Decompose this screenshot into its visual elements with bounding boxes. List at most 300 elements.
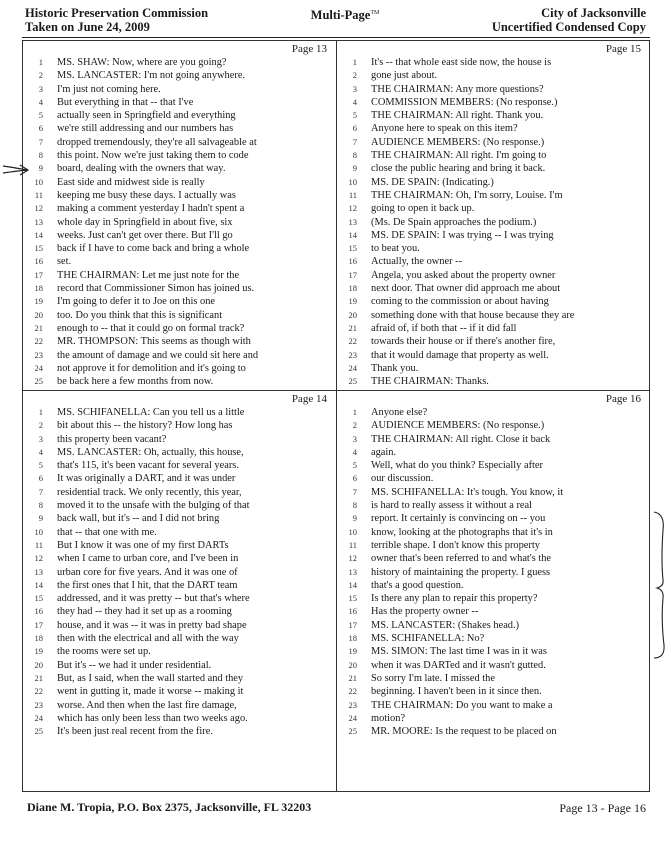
line-text: Well, what do you think? Especially after bbox=[371, 460, 543, 472]
line-number: 6 bbox=[38, 123, 43, 134]
header-right bbox=[492, 6, 646, 34]
line-number: 8 bbox=[352, 500, 357, 511]
line-number: 16 bbox=[348, 606, 357, 617]
line-text: It's been just real recent from the fire. bbox=[57, 726, 213, 738]
line-text: THE CHAIRMAN: Oh, I'm sorry, Louise. I'm bbox=[371, 189, 563, 201]
line-number: 25 bbox=[34, 726, 43, 737]
transcript-line bbox=[337, 202, 649, 215]
line-text: AUDIENCE MEMBERS: (No response.) bbox=[371, 136, 545, 148]
transcript-line bbox=[337, 176, 649, 189]
line-text: moved it to the unsafe with the bulging of that bbox=[57, 500, 250, 512]
transcript-line bbox=[337, 712, 649, 725]
transcript-line bbox=[23, 659, 335, 672]
transcript-line bbox=[23, 69, 335, 82]
transcript-line bbox=[23, 433, 335, 446]
line-text: know, looking at the photographs that it's in bbox=[371, 526, 553, 538]
transcript-line bbox=[23, 255, 335, 268]
line-text: COMMISSION MEMBERS: (No response.) bbox=[371, 96, 558, 108]
line-number: 24 bbox=[34, 712, 43, 723]
line-number: 23 bbox=[34, 699, 43, 710]
transcript-line bbox=[23, 229, 335, 242]
line-number: 21 bbox=[34, 672, 43, 683]
line-text: Anyone here to speak on this item? bbox=[371, 123, 518, 135]
line-number: 10 bbox=[34, 176, 43, 187]
line-number: 18 bbox=[348, 283, 357, 294]
line-text: they had -- they had it set up as a rooming bbox=[57, 606, 232, 618]
line-number: 15 bbox=[348, 593, 357, 604]
transcript-line bbox=[23, 176, 335, 189]
line-number: 20 bbox=[34, 659, 43, 670]
line-text: addressed, and it was pretty -- but that's where bbox=[57, 593, 250, 605]
line-text: the amount of damage and we could sit here and bbox=[57, 349, 259, 361]
line-number: 5 bbox=[38, 110, 43, 121]
line-number: 17 bbox=[348, 269, 357, 280]
line-text: Has the property owner -- bbox=[371, 606, 479, 618]
line-text: bit about this -- the history? How long has bbox=[57, 420, 233, 432]
transcript-line bbox=[23, 619, 335, 632]
line-text: THE CHAIRMAN: Do you want to make a bbox=[371, 699, 553, 711]
reporter-info: Diane M. Tropia, P.O. Box 2375, Jacksonville, FL 32203 bbox=[27, 800, 312, 814]
transcript-line bbox=[23, 162, 335, 175]
header-rule bbox=[22, 37, 650, 38]
transcript-line bbox=[23, 269, 335, 282]
line-text: keeping me busy these days. I actually was bbox=[57, 189, 236, 201]
transcript-line bbox=[23, 295, 335, 308]
transcript-line bbox=[337, 375, 649, 388]
line-number: 11 bbox=[34, 189, 43, 200]
line-number: 1 bbox=[352, 407, 357, 417]
line-number: 24 bbox=[34, 362, 43, 373]
line-text: gone just about. bbox=[371, 70, 438, 82]
transcript-line bbox=[337, 322, 649, 335]
line-number: 18 bbox=[34, 283, 43, 294]
line-text: THE CHAIRMAN: All right. Close it back bbox=[371, 433, 551, 445]
line-text: not approve it for demolition and it's going to bbox=[57, 362, 246, 374]
line-number: 22 bbox=[34, 336, 43, 347]
transcript-line bbox=[23, 83, 335, 96]
line-number: 10 bbox=[348, 176, 357, 187]
transcript-line bbox=[337, 242, 649, 255]
line-text: I'm going to defer it to Joe on this one bbox=[57, 296, 215, 308]
transcript-line bbox=[337, 526, 649, 539]
line-text: afraid of, if both that -- if it did fall bbox=[371, 322, 517, 334]
transcript-line bbox=[337, 433, 649, 446]
transcript-line bbox=[337, 566, 649, 579]
transcript-line bbox=[337, 162, 649, 175]
transcript-line bbox=[23, 699, 335, 712]
transcript-line bbox=[337, 725, 649, 738]
line-text: record that Commissioner Simon has joined us. bbox=[57, 283, 255, 295]
line-number: 12 bbox=[34, 553, 43, 564]
line-number: 11 bbox=[348, 189, 357, 200]
transcript-line bbox=[23, 149, 335, 162]
transcript-line bbox=[23, 242, 335, 255]
line-number: 4 bbox=[38, 96, 43, 107]
line-text: back if I have to come back and bring a whole bbox=[57, 243, 250, 255]
transcript-line bbox=[337, 499, 649, 512]
line-text: MS. SIMON: The last time I was in it was bbox=[371, 646, 547, 658]
transcript-line bbox=[23, 349, 335, 362]
line-text: MR. MOORE: Is the request to be placed on bbox=[371, 726, 557, 738]
transcript-line bbox=[337, 255, 649, 268]
line-number: 21 bbox=[348, 672, 357, 683]
page-number: Page 13 bbox=[291, 43, 327, 55]
line-text: It's -- that whole east side now, the house is bbox=[371, 57, 552, 68]
line-text: again. bbox=[371, 446, 397, 458]
line-text: urban core for five years. And it was one of bbox=[57, 566, 238, 578]
line-text: Actually, the owner -- bbox=[371, 256, 463, 268]
line-text: something done with that house because they are bbox=[371, 309, 575, 321]
line-text: that -- that one with me. bbox=[57, 526, 157, 538]
page-number: Page 16 bbox=[605, 393, 641, 405]
transcript-line bbox=[23, 632, 335, 645]
line-number: 14 bbox=[348, 229, 357, 240]
transcript-line bbox=[23, 526, 335, 539]
line-number: 13 bbox=[348, 566, 357, 577]
line-number: 19 bbox=[348, 296, 357, 307]
line-text: But, as I said, when the wall started and they bbox=[57, 672, 244, 684]
transcript-line bbox=[23, 375, 335, 388]
line-number: 19 bbox=[34, 296, 43, 307]
page-panel bbox=[337, 391, 649, 740]
line-number: 11 bbox=[348, 539, 357, 550]
line-text: the rooms were set up. bbox=[57, 646, 151, 658]
line-text: MR. THOMPSON: This seems as though with bbox=[57, 336, 251, 348]
line-text: we're still addressing and our numbers has bbox=[57, 123, 234, 135]
line-text: MS. LANCASTER: Oh, actually, this house, bbox=[57, 446, 244, 458]
transcript-line bbox=[23, 309, 335, 322]
line-text: I'm just not coming here. bbox=[57, 83, 161, 95]
line-number: 9 bbox=[352, 513, 357, 524]
transcript-line bbox=[23, 672, 335, 685]
line-number: 16 bbox=[348, 256, 357, 267]
line-text: history of maintaining the property. I guess bbox=[371, 566, 551, 578]
transcript-line bbox=[337, 216, 649, 229]
line-number: 25 bbox=[348, 726, 357, 737]
transcript-line bbox=[337, 605, 649, 618]
line-number: 1 bbox=[38, 57, 43, 67]
line-text: the first ones that I hit, that the DART team bbox=[57, 579, 238, 591]
line-text: MS. LANCASTER: I'm not going anywhere. bbox=[57, 70, 246, 82]
line-number: 2 bbox=[38, 420, 43, 431]
transcript-line bbox=[337, 69, 649, 82]
line-number: 2 bbox=[38, 70, 43, 81]
line-text: house, and it was -- it was in pretty bad shape bbox=[57, 619, 247, 631]
line-text: But it's -- we had it under residential. bbox=[57, 659, 212, 671]
line-number: 9 bbox=[38, 513, 43, 524]
line-text: Angela, you asked about the property owner bbox=[371, 269, 556, 281]
transcript-line bbox=[23, 592, 335, 605]
line-number: 24 bbox=[348, 362, 357, 373]
transcript-line bbox=[23, 335, 335, 348]
transcript-line bbox=[337, 83, 649, 96]
transcript-line bbox=[23, 552, 335, 565]
transcript-line bbox=[23, 109, 335, 122]
line-number: 18 bbox=[34, 633, 43, 644]
transcript-line bbox=[337, 362, 649, 375]
transcript-line bbox=[337, 645, 649, 658]
line-number: 21 bbox=[34, 322, 43, 333]
line-text: Thank you. bbox=[371, 362, 419, 374]
line-text: It was originally a DART, and it was under bbox=[57, 473, 236, 485]
line-number: 23 bbox=[348, 699, 357, 710]
line-text: So sorry I'm late. I missed the bbox=[371, 672, 495, 684]
line-text: board, dealing with the owners that way. bbox=[57, 163, 226, 175]
page-panel bbox=[337, 41, 649, 390]
line-text: that's 115, it's been vacant for several years. bbox=[57, 460, 239, 472]
transcript-line bbox=[23, 486, 335, 499]
transcript-line bbox=[337, 699, 649, 712]
transcript-line bbox=[23, 56, 335, 69]
transcript-line bbox=[337, 349, 649, 362]
line-number: 1 bbox=[352, 57, 357, 67]
line-number: 14 bbox=[34, 579, 43, 590]
transcript-line bbox=[337, 335, 649, 348]
line-text: going to open it back up. bbox=[371, 203, 475, 215]
line-number: 12 bbox=[348, 203, 357, 214]
line-number: 9 bbox=[38, 163, 43, 174]
line-text: back wall, but it's -- and I did not bring bbox=[57, 513, 220, 525]
line-number: 2 bbox=[352, 70, 357, 81]
transcript-line bbox=[337, 122, 649, 135]
line-number: 19 bbox=[34, 646, 43, 657]
line-text: is hard to really assess it without a real bbox=[371, 500, 533, 512]
line-text: But everything in that -- that I've bbox=[57, 96, 194, 108]
org-name: Historic Preservation Commission bbox=[25, 6, 209, 20]
line-text: be back here a few months from now. bbox=[57, 376, 214, 388]
line-text: worse. And then when the last fire damage, bbox=[57, 699, 237, 711]
page-number: Page 14 bbox=[291, 393, 327, 405]
line-number: 7 bbox=[352, 486, 357, 497]
transcript-line bbox=[23, 322, 335, 335]
transcript-line bbox=[23, 459, 335, 472]
line-number: 10 bbox=[34, 526, 43, 537]
line-text: close the public hearing and bring it back. bbox=[371, 163, 546, 175]
line-text: to beat you. bbox=[371, 243, 420, 255]
line-text: actually seen in Springfield and everything bbox=[57, 110, 236, 122]
line-number: 12 bbox=[348, 553, 357, 564]
handwritten-brace-icon bbox=[651, 510, 669, 660]
line-number: 25 bbox=[34, 376, 43, 387]
transcript-line bbox=[23, 712, 335, 725]
transcript-line bbox=[337, 659, 649, 672]
line-number: 22 bbox=[34, 686, 43, 697]
transcript-line bbox=[337, 619, 649, 632]
page-range: Page 13 - Page 16 bbox=[559, 801, 646, 815]
transcript-line bbox=[23, 406, 335, 419]
format-text: Multi-Page bbox=[310, 8, 371, 23]
line-number: 3 bbox=[352, 83, 357, 94]
line-number: 22 bbox=[348, 686, 357, 697]
line-text: MS. LANCASTER: (Shakes head.) bbox=[371, 619, 520, 631]
line-number: 4 bbox=[38, 446, 43, 457]
line-text: whole day in Springfield in about five, six bbox=[57, 216, 233, 228]
line-text: coming to the commission or about having bbox=[371, 296, 549, 308]
line-text: towards their house or if there's another fire, bbox=[371, 336, 556, 348]
transcript-line bbox=[337, 229, 649, 242]
line-text: East side and midwest side is really bbox=[57, 176, 205, 188]
transcript-line bbox=[23, 446, 335, 459]
transcript-line bbox=[337, 282, 649, 295]
line-number: 6 bbox=[38, 473, 43, 484]
transcript-line bbox=[23, 202, 335, 215]
line-number: 16 bbox=[34, 606, 43, 617]
line-text: MS. SCHIFANELLA: No? bbox=[371, 633, 485, 645]
line-text: too. Do you think that this is significant bbox=[57, 309, 223, 321]
line-number: 6 bbox=[352, 473, 357, 484]
transcript-line bbox=[337, 149, 649, 162]
transcript-lines bbox=[337, 56, 649, 388]
transcript-line bbox=[337, 632, 649, 645]
transcript-line bbox=[337, 472, 649, 485]
line-number: 3 bbox=[352, 433, 357, 444]
line-number: 23 bbox=[348, 349, 357, 360]
line-text: motion? bbox=[371, 712, 406, 724]
line-number: 20 bbox=[34, 309, 43, 320]
transcript-line bbox=[23, 282, 335, 295]
line-text: set. bbox=[57, 256, 72, 268]
line-text: dropped tremendously, they're all salvageable at bbox=[57, 136, 257, 148]
transcript-line bbox=[337, 96, 649, 109]
line-number: 16 bbox=[34, 256, 43, 267]
line-text: THE CHAIRMAN: Any more questions? bbox=[371, 83, 544, 95]
transcript-line bbox=[337, 579, 649, 592]
transcript-line bbox=[23, 579, 335, 592]
city-name: City of Jacksonville bbox=[541, 6, 646, 20]
transcript-line bbox=[23, 419, 335, 432]
line-text: THE CHAIRMAN: All right. Thank you. bbox=[371, 110, 544, 122]
transcript-line bbox=[23, 189, 335, 202]
line-text: residential track. We only recently, this year, bbox=[57, 486, 242, 498]
transcript-line bbox=[23, 512, 335, 525]
line-number: 22 bbox=[348, 336, 357, 347]
transcript-line bbox=[337, 269, 649, 282]
line-number: 25 bbox=[348, 376, 357, 387]
line-number: 2 bbox=[352, 420, 357, 431]
transcript-line bbox=[23, 216, 335, 229]
line-number: 14 bbox=[348, 579, 357, 590]
line-number: 8 bbox=[352, 150, 357, 161]
copy-type: Uncertified Condensed Copy bbox=[491, 20, 646, 34]
line-number: 13 bbox=[34, 216, 43, 227]
line-number: 10 bbox=[348, 526, 357, 537]
line-text: which has only been less than two weeks ago. bbox=[57, 712, 248, 724]
line-number: 7 bbox=[352, 136, 357, 147]
transcript-line bbox=[337, 459, 649, 472]
line-number: 13 bbox=[34, 566, 43, 577]
session-date: Taken on June 24, 2009 bbox=[25, 20, 150, 34]
line-text: MS. SHAW: Now, where are you going? bbox=[57, 57, 227, 68]
transcript-lines bbox=[23, 56, 335, 388]
line-text: next door. That owner did approach me about bbox=[371, 283, 561, 295]
line-text: (Ms. De Spain approaches the podium.) bbox=[371, 216, 537, 228]
transcript-line bbox=[23, 499, 335, 512]
transcript-line bbox=[337, 446, 649, 459]
line-number: 23 bbox=[34, 349, 43, 360]
line-number: 8 bbox=[38, 500, 43, 511]
transcript-line bbox=[23, 136, 335, 149]
line-number: 15 bbox=[34, 593, 43, 604]
line-text: But I know it was one of my first DARTs bbox=[57, 539, 229, 551]
line-number: 11 bbox=[34, 539, 43, 550]
line-text: enough to -- that it could go on formal track? bbox=[57, 322, 245, 334]
page-panel bbox=[23, 41, 335, 390]
line-text: MS. SCHIFANELLA: Can you tell us a little bbox=[57, 407, 245, 418]
transcript-line bbox=[23, 645, 335, 658]
page-number: Page 15 bbox=[605, 43, 641, 55]
line-text: this point. Now we're just taking them to code bbox=[57, 150, 249, 162]
line-number: 20 bbox=[348, 309, 357, 320]
handwritten-arrow-icon bbox=[2, 160, 30, 180]
transcript-line bbox=[337, 406, 649, 419]
line-number: 12 bbox=[34, 203, 43, 214]
transcript-lines bbox=[337, 406, 649, 738]
transcript-line bbox=[337, 539, 649, 552]
transcript-line bbox=[23, 605, 335, 618]
line-text: our discussion. bbox=[371, 473, 434, 485]
transcript-line bbox=[337, 419, 649, 432]
line-text: AUDIENCE MEMBERS: (No response.) bbox=[371, 420, 545, 432]
line-text: MS. DE SPAIN: (Indicating.) bbox=[371, 176, 494, 188]
line-number: 15 bbox=[348, 243, 357, 254]
transcript-line bbox=[23, 362, 335, 375]
line-number: 13 bbox=[348, 216, 357, 227]
line-text: then with the electrical and all with the way bbox=[57, 633, 239, 645]
transcript-lines bbox=[23, 406, 335, 738]
line-number: 7 bbox=[38, 136, 43, 147]
transcript-line bbox=[23, 685, 335, 698]
line-text: Anyone else? bbox=[371, 407, 428, 418]
line-text: terrible shape. I don't know this property bbox=[371, 539, 540, 551]
line-text: MS. SCHIFANELLA: It's tough. You know, it bbox=[371, 486, 564, 498]
header-left bbox=[25, 6, 208, 34]
trademark: TM bbox=[370, 10, 380, 16]
line-number: 5 bbox=[352, 110, 357, 121]
transcript-line bbox=[337, 309, 649, 322]
line-text: report. It certainly is convincing on -- you bbox=[371, 513, 546, 525]
transcript-line bbox=[23, 725, 335, 738]
line-text: THE CHAIRMAN: Thanks. bbox=[371, 376, 489, 388]
line-text: when I came to urban core, and I've been in bbox=[57, 553, 239, 565]
format-label bbox=[290, 6, 400, 22]
transcript-line bbox=[337, 109, 649, 122]
transcript-line bbox=[23, 566, 335, 579]
line-text: MS. DE SPAIN: I was trying -- I was trying bbox=[371, 229, 554, 241]
transcript-line bbox=[337, 56, 649, 69]
line-number: 9 bbox=[352, 163, 357, 174]
transcript-line bbox=[337, 136, 649, 149]
line-number: 19 bbox=[348, 646, 357, 657]
line-number: 5 bbox=[352, 460, 357, 471]
line-number: 21 bbox=[348, 322, 357, 333]
transcript-line bbox=[337, 685, 649, 698]
line-text: this property been vacant? bbox=[57, 433, 167, 445]
transcript-line bbox=[337, 552, 649, 565]
line-text: Is there any plan to repair this property? bbox=[371, 593, 538, 605]
line-text: that's a good question. bbox=[371, 579, 464, 591]
line-number: 3 bbox=[38, 433, 43, 444]
line-number: 4 bbox=[352, 446, 357, 457]
line-number: 5 bbox=[38, 460, 43, 471]
transcript-line bbox=[337, 592, 649, 605]
transcript-line bbox=[23, 122, 335, 135]
transcript-grid bbox=[22, 40, 650, 792]
transcript-line bbox=[337, 486, 649, 499]
line-text: when it was DARTed and it wasn't gutted. bbox=[371, 659, 546, 671]
transcript-line bbox=[337, 672, 649, 685]
line-number: 1 bbox=[38, 407, 43, 417]
line-number: 24 bbox=[348, 712, 357, 723]
